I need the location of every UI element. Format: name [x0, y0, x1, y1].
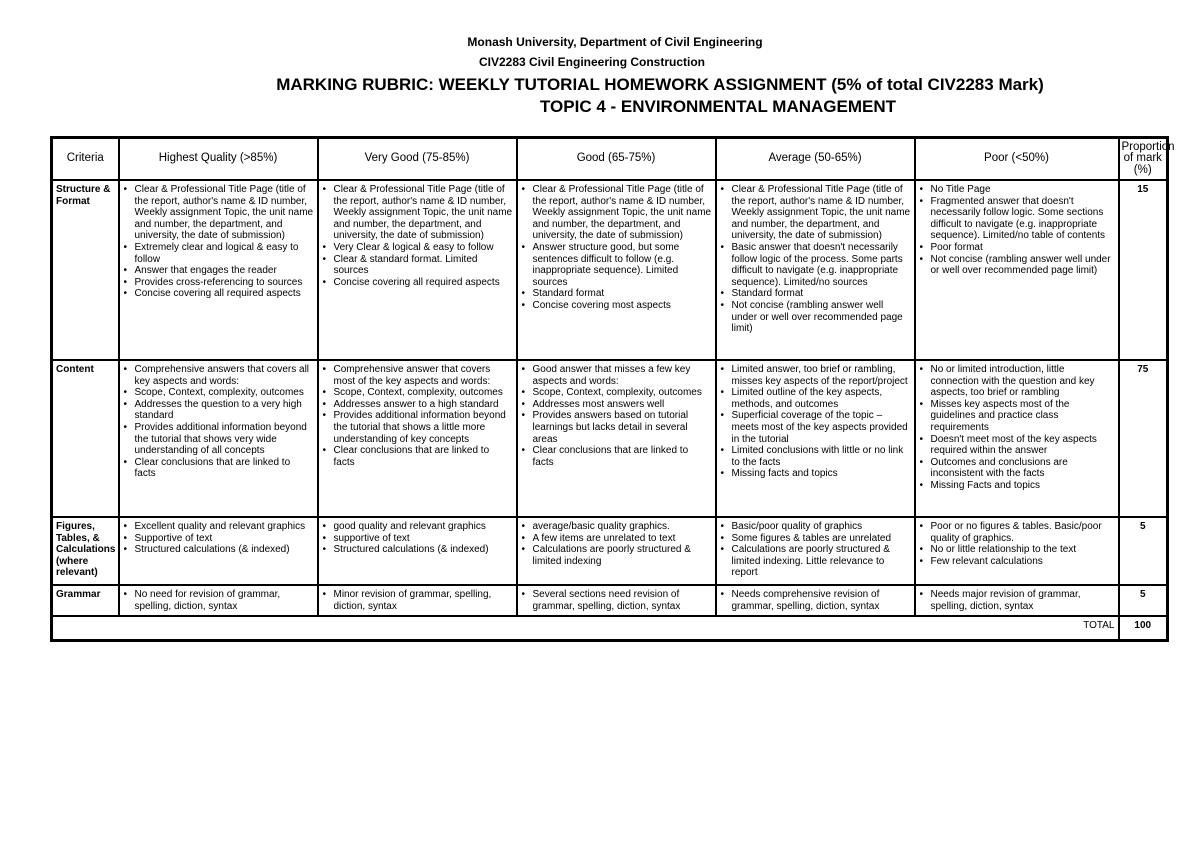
list-item-text: Superficial coverage of the topic – meets most of the key aspects provided in the tutorial: [731, 410, 908, 445]
list-item-text: Fragmented answer that doesn't necessarily follow logic. Some sections difficult to navigate (e.g. inappropriate sequence). Limited/no table of contents: [930, 195, 1106, 242]
criteria-list: [322, 521, 513, 556]
list-item: [521, 364, 712, 387]
table-row: [52, 360, 1168, 517]
list-item-text: Comprehensive answers that covers all key aspects and words:: [134, 364, 310, 387]
bullet-icon: •: [322, 445, 327, 457]
bullet-icon: •: [521, 445, 526, 457]
list-item: [322, 445, 513, 468]
bullet-icon: •: [919, 195, 924, 207]
list-item: [720, 533, 911, 545]
list-item-text: Missing facts and topics: [731, 468, 838, 480]
bullet-icon: •: [123, 364, 128, 375]
bullet-icon: •: [720, 468, 725, 480]
bullet-icon: •: [123, 265, 128, 277]
list-item: [720, 445, 911, 468]
list-item: [919, 480, 1115, 492]
cell-average: [716, 360, 915, 517]
bullet-icon: •: [720, 387, 725, 399]
list-item-text: Addresses the question to a very high standard: [134, 398, 302, 422]
total-row: [52, 616, 1168, 641]
list-item-text: Missing Facts and topics: [930, 479, 1040, 491]
bullet-icon: •: [919, 184, 924, 195]
list-item-text: Standard format: [532, 288, 605, 300]
list-item-text: Clear & Professional Title Page (title of the report, author's name & ID number, Weekly assignment Topic, the unit name and number, the department, and university, the date of submission): [134, 184, 314, 242]
list-item-text: Provides answers based on tutorial learnings but lacks detail in several areas: [532, 410, 689, 445]
list-item: [322, 277, 513, 289]
bullet-icon: •: [720, 521, 725, 532]
list-item-text: Answer structure good, but some sentences difficult to follow (e.g. inappropriate sequence). Limited sources: [532, 241, 680, 288]
criteria-list: [123, 521, 314, 556]
list-item: [123, 265, 314, 277]
criteria-cell: Structure & Format: [52, 180, 119, 360]
bullet-icon: •: [521, 521, 526, 532]
bullet-icon: •: [919, 241, 924, 253]
bullet-icon: •: [521, 410, 526, 422]
list-item-text: Answer that engages the reader: [134, 265, 277, 277]
bullet-icon: •: [123, 184, 128, 195]
list-item-text: Addresses most answers well: [532, 398, 665, 410]
criteria-list: [919, 589, 1115, 612]
bullet-icon: •: [521, 387, 526, 399]
cell-average: [716, 517, 915, 585]
list-item: [123, 184, 314, 242]
list-item-text: Excellent quality and relevant graphics: [134, 521, 306, 532]
cell-highest: [119, 517, 318, 585]
list-item: [123, 589, 314, 612]
list-item: [521, 445, 712, 468]
bullet-icon: •: [322, 364, 327, 375]
list-item-text: Scope, Context, complexity, outcomes: [134, 387, 304, 399]
list-item: [919, 589, 1115, 612]
list-item-text: Calculations are poorly structured & limited indexing. Little relevance to report: [731, 544, 890, 579]
proportion-cell: 5: [1119, 585, 1168, 616]
criteria-list: [123, 184, 314, 300]
col-proportion: Proportion of mark (%): [1119, 138, 1168, 181]
list-item: [521, 521, 712, 533]
list-item-text: Concise covering all required aspects: [333, 276, 500, 288]
bullet-icon: •: [521, 288, 526, 300]
list-item: [521, 410, 712, 445]
header-row: [52, 138, 1168, 181]
list-item-text: Doesn't meet most of the key aspects required within the answer: [930, 433, 1097, 457]
bullet-icon: •: [919, 364, 924, 375]
list-item-text: Limited conclusions with little or no link to the facts: [731, 445, 904, 468]
bullet-icon: •: [322, 387, 327, 399]
list-item-text: Clear conclusions that are linked to facts: [333, 445, 490, 468]
list-item-text: Clear conclusions that are linked to facts: [134, 456, 291, 480]
list-item-text: Minor revision of grammar, spelling, diction, syntax: [333, 589, 492, 612]
cell-poor: [915, 360, 1119, 517]
criteria-list: [521, 364, 712, 468]
cell-very-good: [318, 180, 517, 360]
total-value: 100: [1119, 616, 1168, 641]
rubric-table: [50, 136, 1175, 642]
cell-good: [517, 360, 716, 517]
table-row: [52, 180, 1168, 360]
bullet-icon: •: [919, 555, 924, 567]
list-item-text: Very Clear & logical & easy to follow: [333, 241, 494, 253]
list-item: [322, 364, 513, 387]
list-item: [322, 533, 513, 545]
list-item: [123, 533, 314, 545]
list-item-text: supportive of text: [333, 532, 410, 544]
list-item-text: Scope, Context, complexity, outcomes: [532, 387, 702, 399]
criteria-list: [521, 589, 712, 612]
bullet-icon: •: [322, 589, 327, 600]
criteria-list: [720, 184, 911, 335]
bullet-icon: •: [521, 184, 526, 195]
cell-highest: [119, 585, 318, 616]
list-item: [919, 544, 1115, 556]
university-line: Monash University, Department of Civil Engineering: [467, 35, 763, 49]
list-item-text: Scope, Context, complexity, outcomes: [333, 387, 503, 399]
list-item-text: Needs comprehensive revision of grammar, spelling, diction, syntax: [731, 589, 880, 612]
bullet-icon: •: [322, 253, 327, 265]
list-item-text: Poor or no figures & tables. Basic/poor quality of graphics.: [930, 521, 1102, 544]
list-item-text: Concise covering all required aspects: [134, 288, 301, 300]
bullet-icon: •: [123, 387, 128, 399]
cell-very-good: [318, 360, 517, 517]
list-item: [322, 242, 513, 254]
bullet-icon: •: [720, 410, 725, 422]
proportion-cell: 5: [1119, 517, 1168, 585]
list-item: [123, 277, 314, 289]
list-item-text: Clear conclusions that are linked to facts: [532, 445, 689, 468]
list-item-text: Supportive of text: [134, 532, 213, 544]
bullet-icon: •: [720, 532, 725, 544]
criteria-list: [521, 521, 712, 567]
list-item-text: Misses key aspects most of the guidelines and practice class requirements: [930, 398, 1070, 433]
criteria-list: [919, 184, 1115, 277]
list-item-text: Not concise (rambling answer well under or well over recommended page limit): [930, 253, 1111, 277]
bullet-icon: •: [720, 299, 725, 311]
bullet-icon: •: [919, 398, 924, 410]
list-item: [123, 288, 314, 300]
list-item-text: Extremely clear and logical & easy to follow: [134, 241, 299, 265]
criteria-cell: Figures, Tables, & Calculations (where relevant): [52, 517, 119, 585]
list-item: [322, 544, 513, 556]
list-item: [521, 184, 712, 242]
bullet-icon: •: [123, 589, 128, 600]
bullet-icon: •: [720, 288, 725, 300]
bullet-icon: •: [322, 276, 327, 288]
cell-very-good: [318, 585, 517, 616]
list-item-text: Addresses answer to a high standard: [333, 398, 499, 410]
list-item: [521, 387, 712, 399]
list-item-text: average/basic quality graphics.: [532, 521, 670, 532]
criteria-list: [322, 589, 513, 612]
list-item-text: Limited outline of the key aspects, methods, and outcomes: [731, 387, 883, 410]
list-item: [919, 242, 1115, 254]
list-item: [123, 544, 314, 556]
list-item: [720, 410, 911, 445]
bullet-icon: •: [521, 532, 526, 544]
bullet-icon: •: [322, 398, 327, 410]
bullet-icon: •: [720, 445, 725, 457]
criteria-list: [720, 364, 911, 480]
list-item-text: Outcomes and conclusions are inconsistent with the facts: [930, 456, 1068, 480]
bullet-icon: •: [720, 589, 725, 600]
list-item: [720, 544, 911, 579]
list-item-text: No need for revision of grammar, spelling, diction, syntax: [134, 589, 281, 612]
list-item-text: Standard format: [731, 288, 804, 300]
bullet-icon: •: [521, 544, 526, 556]
list-item-text: Good answer that misses a few key aspects and words:: [532, 364, 691, 387]
list-item-text: Clear & standard format. Limited sources: [333, 253, 478, 277]
list-item: [123, 521, 314, 533]
list-item: [720, 288, 911, 300]
col-poor: Poor (<50%): [915, 138, 1119, 181]
bullet-icon: •: [919, 479, 924, 491]
cell-poor: [915, 180, 1119, 360]
criteria-list: [123, 589, 314, 612]
bullet-icon: •: [123, 421, 128, 433]
list-item-text: Structured calculations (& indexed): [333, 544, 489, 556]
col-criteria: Criteria: [52, 138, 119, 181]
bullet-icon: •: [322, 521, 327, 532]
bullet-icon: •: [123, 521, 128, 532]
list-item: [720, 300, 911, 335]
bullet-icon: •: [123, 288, 128, 300]
criteria-list: [919, 364, 1115, 492]
criteria-list: [322, 364, 513, 468]
list-item-text: Some figures & tables are unrelated: [731, 532, 892, 544]
cell-average: [716, 180, 915, 360]
list-item: [123, 387, 314, 399]
list-item: [919, 521, 1115, 544]
list-item: [322, 399, 513, 411]
criteria-list: [123, 364, 314, 480]
col-good: Good (65-75%): [517, 138, 716, 181]
list-item-text: Few relevant calculations: [930, 555, 1043, 567]
list-item: [123, 242, 314, 265]
list-item-text: Needs major revision of grammar, spelling, diction, syntax: [930, 589, 1081, 612]
list-item: [521, 300, 712, 312]
cell-average: [716, 585, 915, 616]
list-item-text: Limited answer, too brief or rambling, misses key aspects of the report/project: [731, 364, 908, 387]
list-item: [521, 544, 712, 567]
list-item-text: Comprehensive answer that covers most of the key aspects and words:: [333, 364, 491, 387]
topic-title: TOPIC 4 - ENVIRONMENTAL MANAGEMENT: [539, 97, 897, 116]
cell-poor: [915, 585, 1119, 616]
list-item: [521, 288, 712, 300]
list-item: [720, 387, 911, 410]
criteria-list: [322, 184, 513, 288]
list-item: [919, 364, 1115, 399]
cell-poor: [915, 517, 1119, 585]
list-item: [919, 434, 1115, 457]
list-item: [720, 184, 911, 242]
bullet-icon: •: [123, 544, 128, 556]
bullet-icon: •: [322, 532, 327, 544]
list-item: [322, 589, 513, 612]
cell-very-good: [318, 517, 517, 585]
list-item: [521, 242, 712, 288]
criteria-list: [919, 521, 1115, 567]
bullet-icon: •: [123, 456, 128, 468]
list-item: [123, 364, 314, 387]
list-item: [322, 254, 513, 277]
criteria-cell: Content: [52, 360, 119, 517]
rubric-title: MARKING RUBRIC: WEEKLY TUTORIAL HOMEWORK ASSIGNMENT (5% of total CIV2283 Mark): [276, 75, 1044, 94]
bullet-icon: •: [521, 398, 526, 410]
list-item: [720, 364, 911, 387]
list-item-text: Several sections need revision of grammar, spelling, diction, syntax: [532, 589, 681, 612]
bullet-icon: •: [521, 241, 526, 253]
list-item-text: A few items are unrelated to text: [532, 532, 676, 544]
bullet-icon: •: [123, 532, 128, 544]
list-item-text: Structured calculations (& indexed): [134, 544, 290, 556]
bullet-icon: •: [919, 521, 924, 532]
list-item: [322, 184, 513, 242]
list-item: [521, 533, 712, 545]
bullet-icon: •: [123, 276, 128, 288]
list-item: [919, 254, 1115, 277]
bullet-icon: •: [322, 544, 327, 556]
list-item: [521, 399, 712, 411]
col-highest: Highest Quality (>85%): [119, 138, 318, 181]
list-item: [720, 468, 911, 480]
bullet-icon: •: [521, 299, 526, 311]
list-item: [720, 242, 911, 288]
list-item-text: No or little relationship to the text: [930, 544, 1077, 556]
list-item-text: Basic answer that doesn't necessarily follow logic of the process. Some parts difficult to navigate (e.g. inappropriate sequence). Limited/no sources: [731, 241, 903, 288]
list-item: [123, 399, 314, 422]
unit-line: CIV2283 Civil Engineering Construction: [478, 55, 706, 69]
list-item-text: Clear & Professional Title Page (title of the report, author's name & ID number, Weekly assignment Topic, the unit name and number, the department, and university, the date of submission): [532, 184, 712, 242]
list-item: [322, 521, 513, 533]
list-item-text: Not concise (rambling answer well under or well over recommended page limit): [731, 299, 903, 335]
bullet-icon: •: [322, 184, 327, 195]
list-item-text: Basic/poor quality of graphics: [731, 521, 863, 532]
criteria-cell: Grammar: [52, 585, 119, 616]
bullet-icon: •: [521, 589, 526, 600]
cell-highest: [119, 180, 318, 360]
bullet-icon: •: [322, 241, 327, 253]
bullet-icon: •: [720, 184, 725, 195]
cell-good: [517, 180, 716, 360]
table-row: [52, 517, 1168, 585]
bullet-icon: •: [919, 433, 924, 445]
list-item: [123, 457, 314, 480]
bullet-icon: •: [720, 544, 725, 556]
list-item-text: Provides additional information beyond the tutorial that shows a little more understanding of key concepts: [333, 410, 506, 445]
list-item: [322, 410, 513, 445]
bullet-icon: •: [919, 589, 924, 600]
bullet-icon: •: [322, 410, 327, 422]
criteria-list: [720, 589, 911, 612]
list-item-text: Poor format: [930, 241, 983, 253]
bullet-icon: •: [919, 544, 924, 556]
list-item: [919, 184, 1115, 196]
list-item-text: Concise covering most aspects: [532, 299, 671, 311]
list-item: [123, 422, 314, 457]
cell-good: [517, 585, 716, 616]
list-item-text: Provides additional information beyond the tutorial that shows very wide understanding of all concepts: [134, 421, 307, 457]
cell-good: [517, 517, 716, 585]
bullet-icon: •: [720, 364, 725, 375]
col-very-good: Very Good (75-85%): [318, 138, 517, 181]
cell-highest: [119, 360, 318, 517]
list-item: [521, 589, 712, 612]
proportion-cell: 75: [1119, 360, 1168, 517]
bullet-icon: •: [123, 398, 128, 410]
list-item: [720, 589, 911, 612]
list-item: [919, 556, 1115, 568]
list-item-text: Clear & Professional Title Page (title of the report, author's name & ID number, Weekly assignment Topic, the unit name and number, the department, and university, the date of submission): [731, 184, 911, 242]
list-item-text: Clear & Professional Title Page (title of the report, author's name & ID number, Weekly assignment Topic, the unit name and number, the department, and university, the date of submission): [333, 184, 513, 242]
list-item-text: Provides cross-referencing to sources: [134, 276, 303, 288]
list-item: [919, 196, 1115, 242]
bullet-icon: •: [919, 253, 924, 265]
list-item-text: No Title Page: [930, 184, 991, 195]
criteria-list: [720, 521, 911, 579]
proportion-cell: 15: [1119, 180, 1168, 360]
list-item: [720, 521, 911, 533]
total-label: TOTAL: [52, 616, 1119, 641]
bullet-icon: •: [720, 241, 725, 253]
list-item-text: Calculations are poorly structured & limited indexing: [532, 544, 691, 567]
bullet-icon: •: [919, 456, 924, 468]
list-item-text: No or limited introduction, little connection with the question and key aspects, too brief or rambling: [930, 364, 1095, 399]
col-average: Average (50-65%): [716, 138, 915, 181]
list-item: [322, 387, 513, 399]
bullet-icon: •: [123, 241, 128, 253]
list-item-text: good quality and relevant graphics: [333, 521, 486, 532]
list-item: [919, 399, 1115, 434]
list-item: [919, 457, 1115, 480]
table-row: [52, 585, 1168, 616]
bullet-icon: •: [521, 364, 526, 375]
criteria-list: [521, 184, 712, 312]
